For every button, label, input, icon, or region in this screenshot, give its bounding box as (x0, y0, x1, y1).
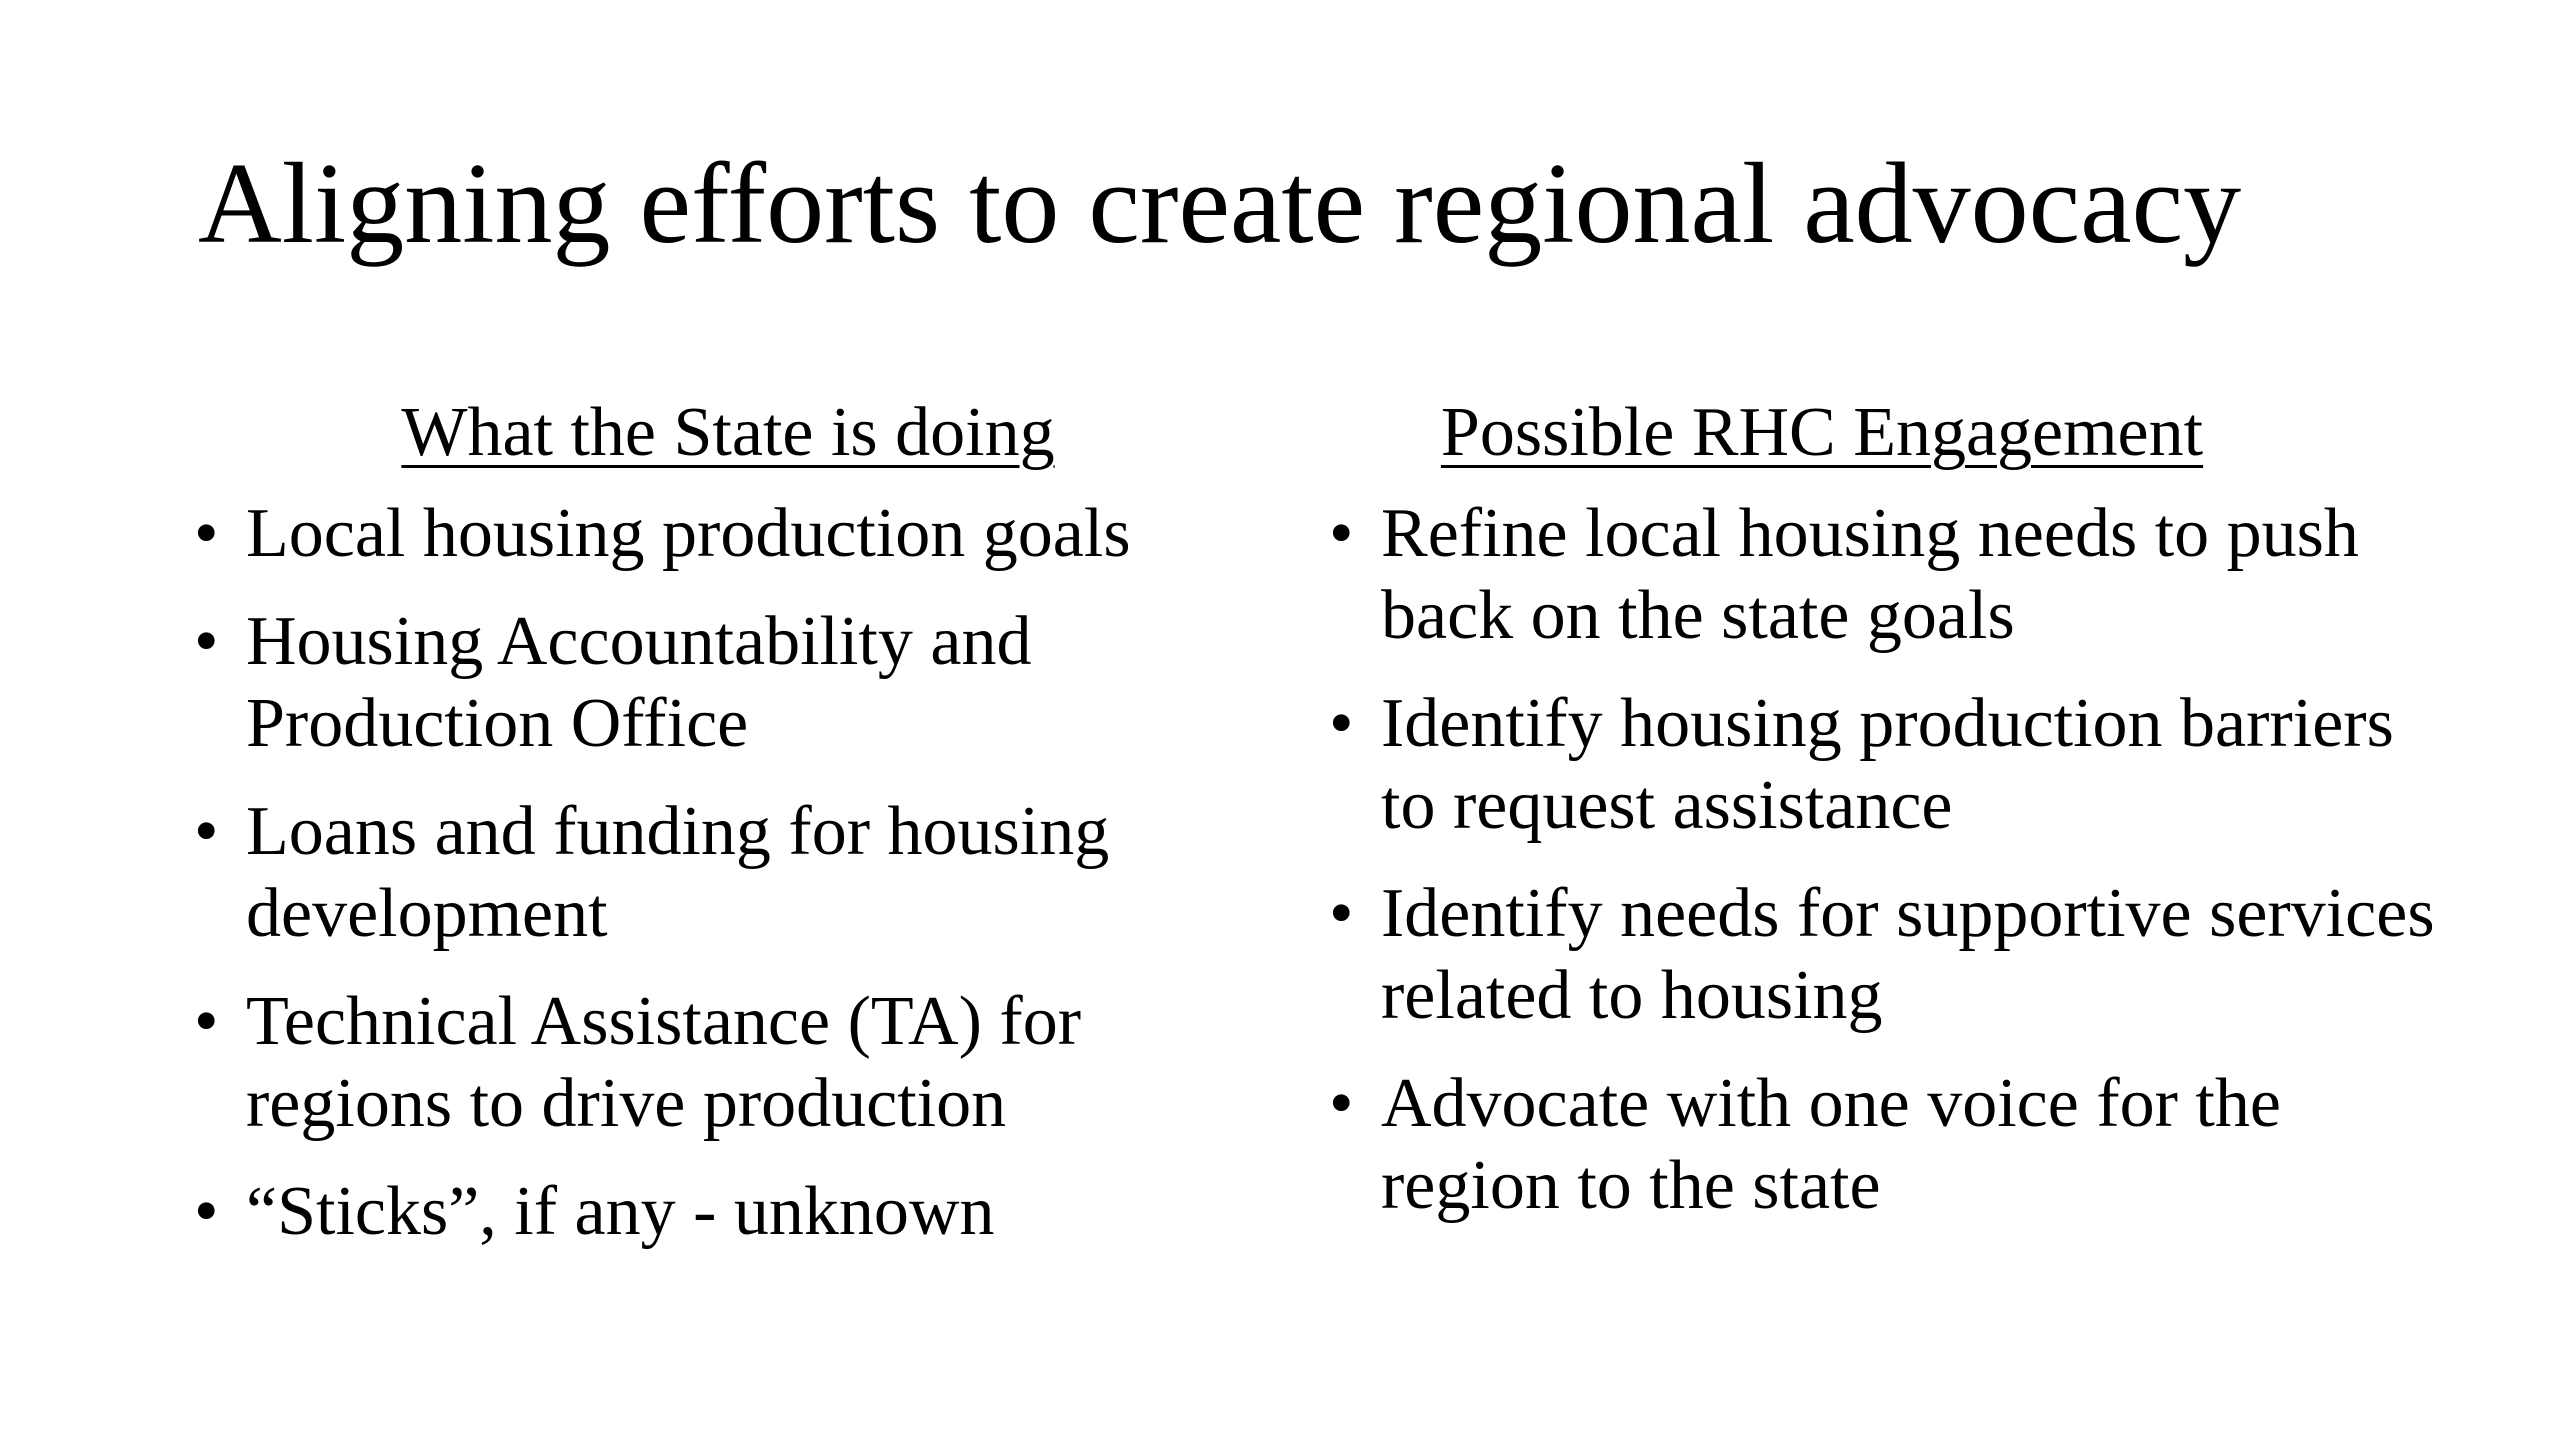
right-column (1325, 385, 2435, 1253)
bullet-text: Housing Accountability and Production Office (246, 603, 1032, 762)
left-column-heading: What the State is doing (401, 394, 1055, 471)
bullet-dot-icon: • (194, 793, 219, 870)
bullet-item (1325, 1063, 2435, 1227)
bullet-item (190, 601, 1250, 765)
bullet-dot-icon: • (1329, 685, 1354, 762)
bullet-text: Identify needs for supportive services related to housing (1381, 875, 2435, 1034)
bullet-text: Technical Assistance (TA) for regions to drive production (246, 983, 1082, 1142)
bullet-item (190, 981, 1250, 1145)
slide-title: Aligning efforts to create regional advocacy (198, 140, 2242, 268)
bullet-text: Identify housing production barriers to request assistance (1381, 685, 2394, 844)
bullet-item (1325, 493, 2435, 657)
bullet-dot-icon: • (1329, 875, 1354, 952)
bullet-dot-icon: • (194, 603, 219, 680)
right-bullet-list (1325, 493, 2435, 1227)
bullet-text: Local housing production goals (246, 495, 1131, 572)
bullet-dot-icon: • (1329, 495, 1354, 572)
bullet-item (190, 493, 1250, 575)
bullet-item (190, 791, 1250, 955)
bullet-dot-icon: • (194, 495, 219, 572)
left-column (190, 385, 1250, 1279)
bullet-dot-icon: • (194, 1173, 219, 1250)
bullet-text: Advocate with one voice for the region to the state (1381, 1065, 2281, 1224)
bullet-text: “Sticks”, if any - unknown (246, 1173, 995, 1250)
bullet-item (190, 1171, 1250, 1253)
bullet-text: Loans and funding for housing development (246, 793, 1110, 952)
bullet-text: Refine local housing needs to push back on the state goals (1381, 495, 2359, 654)
right-column-heading: Possible RHC Engagement (1440, 394, 2204, 471)
bullet-dot-icon: • (194, 983, 219, 1060)
bullet-dot-icon: • (1329, 1065, 1354, 1142)
bullet-item (1325, 683, 2435, 847)
left-bullet-list (190, 493, 1250, 1253)
bullet-item (1325, 873, 2435, 1037)
